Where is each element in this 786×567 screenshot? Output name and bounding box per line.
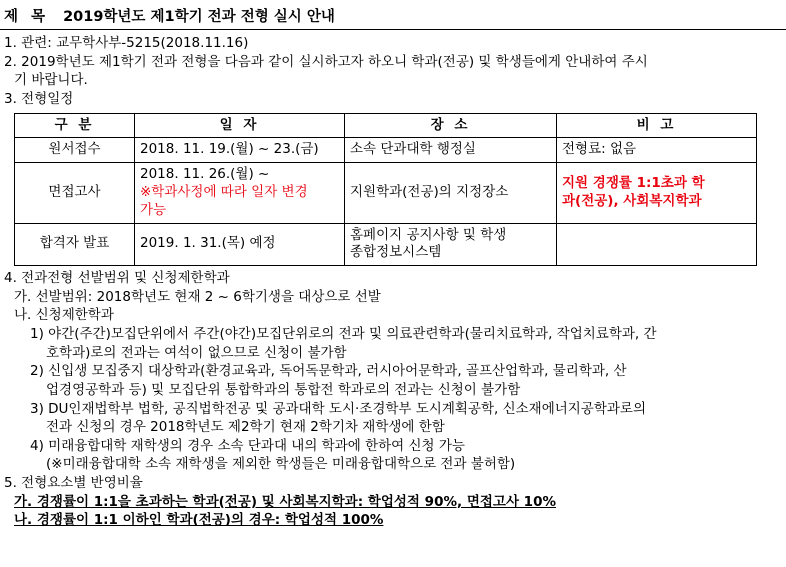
- paragraph-item-4-b-1-line-1: 1) 야간(주간)모집단위에서 주간(야간)모집단위로의 전과 및 의료관련학과(물리치료학과, 작업치료학과, 간: [30, 326, 657, 343]
- cell-division: 원서접수: [15, 138, 135, 163]
- cell-place-line-2: 종합정보시스템: [350, 244, 442, 261]
- cell-note: 전형료: 없음: [557, 138, 757, 163]
- paragraph-item-5-a: 가. 경쟁률이 1:1을 초과하는 학과(전공) 및 사회복지학과: 학업성적 90%, 면접고사 10%: [14, 493, 556, 510]
- cell-note: [557, 163, 757, 223]
- paragraph-item-4-b-2-line-2: 업경영공학과 등) 및 모집단위 통합학과의 통합전 학과로의 전과는 신청이 불가함: [46, 381, 521, 398]
- cell-date-line-1: 2018. 11. 26.(월) ~: [140, 166, 270, 183]
- document-title: [0, 0, 786, 29]
- paragraph-item-4-b-4-line-1: 4) 미래융합대학 재학생의 경우 소속 단과대 내의 학과에 한하여 신청 가능: [30, 437, 465, 454]
- cell-date-note-line-1: ※학과사정에 따라 일자 변경: [140, 183, 308, 200]
- paragraph-item-4-b: 나. 신청제한학과: [14, 307, 114, 324]
- cell-place: 지원학과(전공)의 지정장소: [345, 163, 557, 223]
- table-row: [15, 223, 757, 266]
- cell-place: 소속 단과대학 행정실: [345, 138, 557, 163]
- document-title-label: 제 목: [4, 9, 50, 25]
- paragraph-item-2-line-1: 2. 2019학년도 제1학기 전과 전형을 다음과 같이 실시하고자 하오니 학과(전공) 및 학생들에게 안내하여 주시: [4, 53, 648, 70]
- table-row: [15, 138, 757, 163]
- title-divider: [0, 29, 786, 30]
- table-row: [15, 163, 757, 223]
- cell-place: [345, 223, 557, 266]
- column-header-place: 장 소: [345, 113, 557, 138]
- cell-date-note-line-2: 가능: [140, 201, 167, 218]
- paragraph-item-5: 5. 전형요소별 반영비율: [4, 475, 143, 492]
- paragraph-item-4-b-2-line-1: 2) 신입생 모집중지 대상학과(환경교육과, 독어독문학과, 러시아어문학과, 골프산업학과, 물리학과, 산: [30, 363, 627, 380]
- column-header-note: 비 고: [557, 113, 757, 138]
- column-header-date: 일 자: [135, 113, 345, 138]
- column-header-division: 구 분: [15, 113, 135, 138]
- cell-place-line-1: 홈페이지 공지사항 및 학생: [350, 226, 507, 243]
- schedule-table: [14, 113, 757, 267]
- paragraph-item-2-line-2: 기 바랍니다.: [14, 72, 88, 89]
- paragraph-item-3: 3. 전형일정: [4, 90, 74, 107]
- paragraph-item-4-b-4-line-2: (※미래융합대학 소속 재학생을 제외한 학생들은 미래융합대학으로 전과 불허함): [46, 456, 516, 473]
- cell-note-line-2: 과(전공), 사회복지학과: [562, 192, 702, 209]
- paragraph-item-4: 4. 전과전형 선발범위 및 신청제한학과: [4, 270, 230, 287]
- paragraph-item-4-b-1-line-2: 호학과)로의 전과는 여석이 없으므로 신청이 불가함: [46, 344, 347, 361]
- paragraph-item-5-b: 나. 경쟁률이 1:1 이하인 학과(전공)의 경우: 학업성적 100%: [14, 512, 384, 529]
- cell-division: 합격자 발표: [15, 223, 135, 266]
- cell-date: [135, 163, 345, 223]
- cell-division: 면접고사: [15, 163, 135, 223]
- cell-note-line-1: 지원 경쟁률 1:1초과 학: [562, 175, 705, 192]
- cell-date: 2019. 1. 31.(목) 예정: [135, 223, 345, 266]
- paragraph-item-1: 1. 관련: 교무학사부-5215(2018.11.16): [4, 35, 249, 51]
- cell-date: 2018. 11. 19.(월) ~ 23.(금): [135, 138, 345, 163]
- paragraph-item-4-b-3-line-2: 전과 신청의 경우 2018학년도 제2학기 현재 2학기차 재학생에 한함: [46, 419, 445, 436]
- table-header-row: [15, 113, 757, 138]
- paragraph-item-4-b-3-line-1: 3) DU인재법학부 법학, 공직법학전공 및 공과대학 도시·조경학부 도시계획공학, 신소재에너지공학과로의: [30, 400, 647, 417]
- cell-note: [557, 223, 757, 266]
- document-title-text: 2019학년도 제1학기 전과 전형 실시 안내: [63, 9, 335, 25]
- paragraph-item-4-a: 가. 선발범위: 2018학년도 현재 2 ~ 6학기생을 대상으로 선발: [14, 288, 381, 305]
